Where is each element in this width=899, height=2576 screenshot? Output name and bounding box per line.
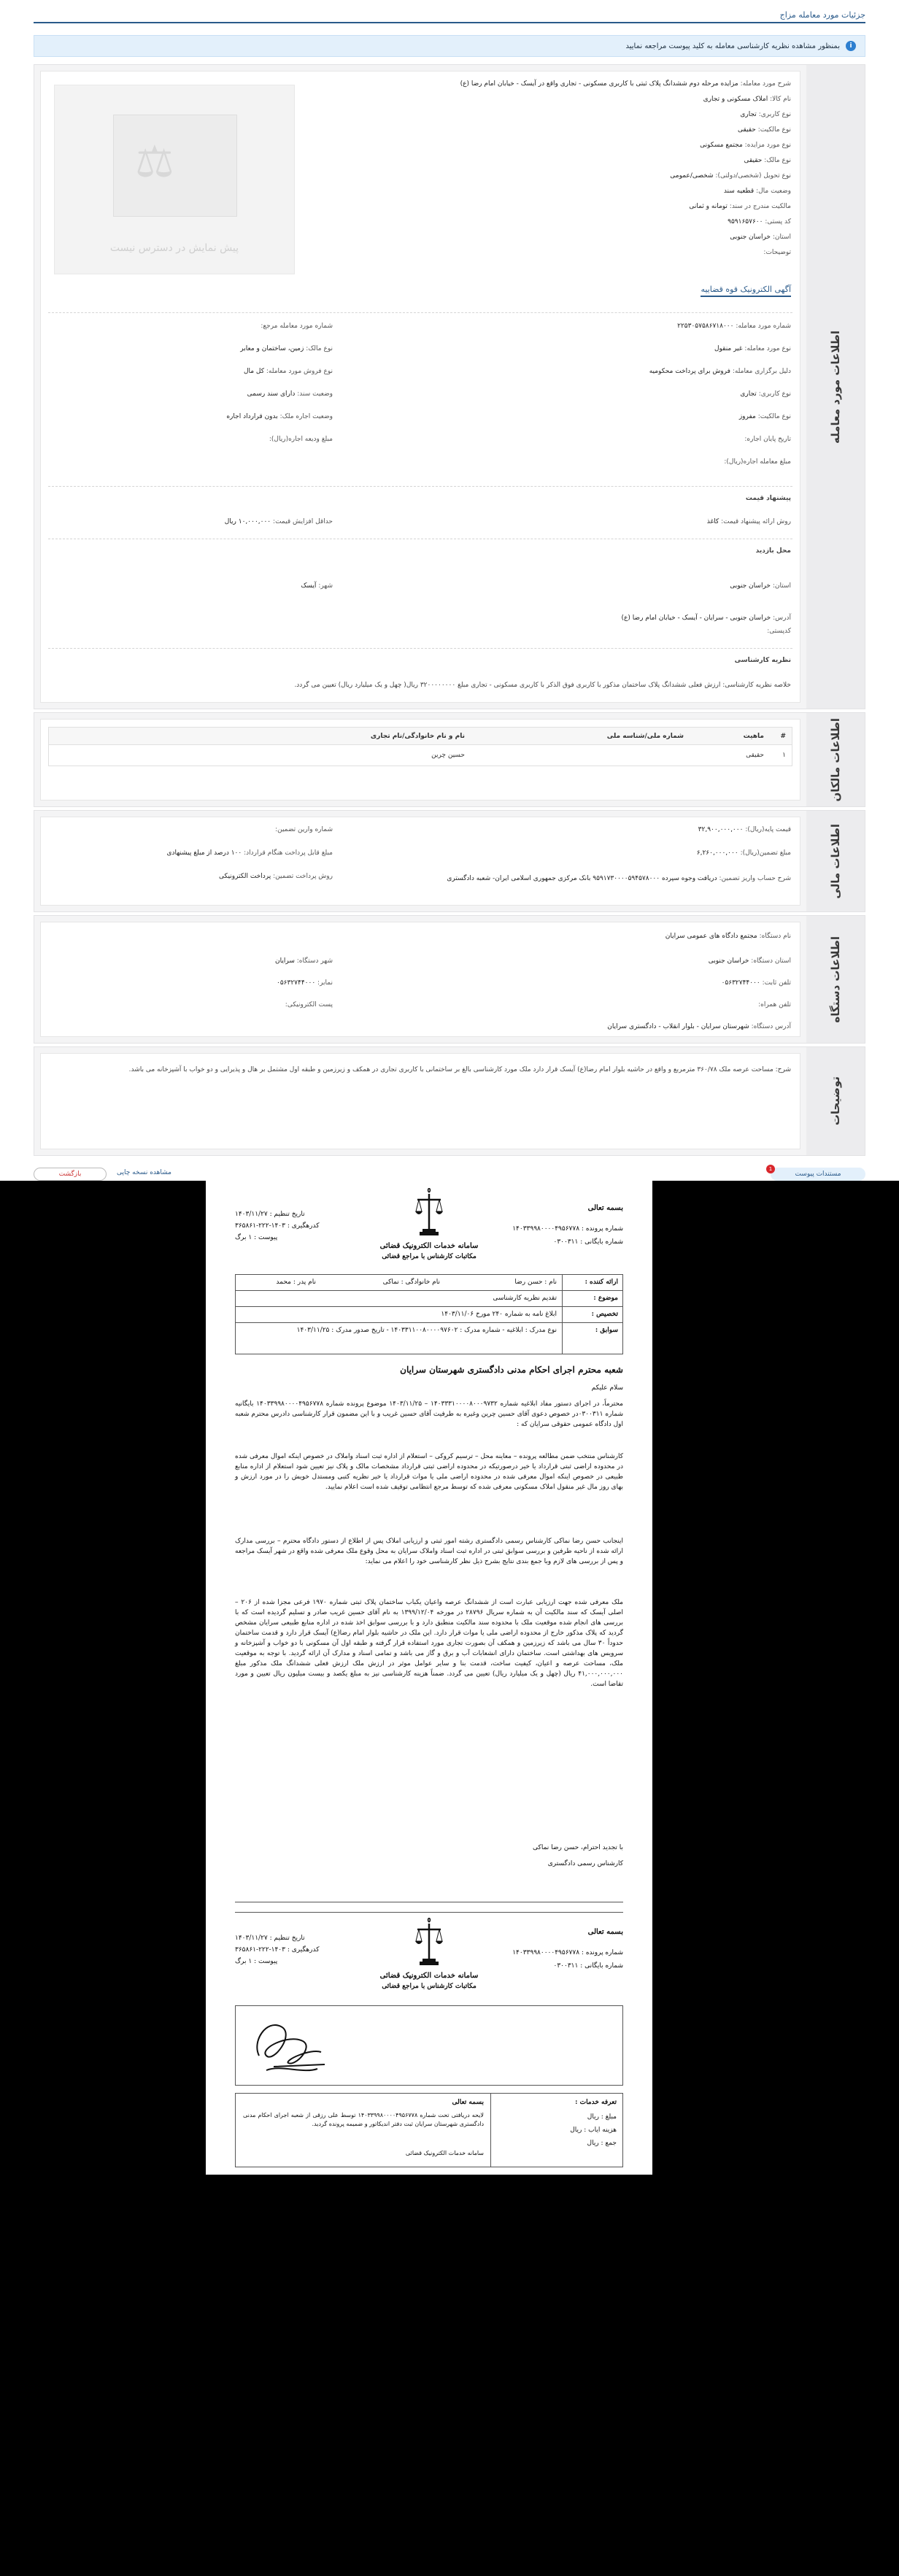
divider — [48, 648, 792, 649]
org-name: نام دستگاه: مجتمع دادگاه های عمومی سرایان — [665, 933, 791, 940]
finance-section — [34, 810, 865, 912]
location-title: محل بازدید — [755, 547, 791, 555]
doc-note-sign: سامانه خدمات الکترونیک قضائی — [405, 2150, 484, 2156]
cell-type: حقیقی — [746, 752, 764, 759]
scales-emblem-icon — [414, 1188, 444, 1238]
owners-body — [40, 719, 800, 801]
col-national-id: شماره ملی/شناسه ملی — [606, 732, 684, 740]
doc-greeting: سلام علیکم — [591, 1384, 623, 1392]
deal-info-label — [806, 65, 865, 709]
doc-bismillah: بسمه تعالی — [587, 1204, 623, 1212]
doc-office-title: سامانه خدمات الکترونیک قضائی — [379, 1242, 479, 1250]
cell-name: حسین چرین — [431, 752, 465, 759]
expert-letter-page-1 — [206, 1181, 652, 1912]
page-header-rule — [34, 22, 865, 23]
handwritten-signature — [244, 2012, 332, 2078]
deal-info-section — [34, 64, 865, 709]
deal-info-body — [40, 71, 800, 703]
deal-field: وضعیت مال: قطعیه سند — [723, 188, 791, 195]
doc-info-row — [236, 1275, 622, 1291]
finance-title: اطلاعات مالی — [829, 823, 842, 899]
col-type: ماهیت — [743, 732, 764, 740]
doc-paragraph-2: کارشناس منتخب ضمن مطالعه پرونده – معاینه محل – ترسیم کروکی – استعلام از اداره ثبت اسناد واملاک در خصوص اینکه اموال معرفی شده در محدوده اراضی ثبتی قرارداد یا خیر درصورتیکه در محدوده اراضی ثبتی قرارداد مشخصات مالک و پلاک نیز تعیین شود استعلام از اداره منابع طبیعی در خصوص اینکه اموال معرفی شده در محدوده اراضی ملی یا موات قرارداد یا خیر نظریه کتبی ومستدل خویش را در مورد ارزش و بهای روز مال غیر منقول املاک مسکونی معرفی شده که توسط مرجع انتظامی توقیف شده است اعلام نمایید. — [235, 1453, 623, 1491]
doc-receipt-table — [235, 2093, 623, 2167]
doc-top-rule — [235, 1912, 623, 1913]
deal-grid-field: مبلغ ودیعه اجاره(ریال): — [269, 436, 333, 443]
doc-case-no: شماره پرونده : ۱۴۰۳۳۹۹۸۰۰۰۰۴۹۵۶۷۷۸ — [512, 1949, 623, 1956]
guarantee-payment-method: روش پرداخت تضمین: پرداخت الکترونیکی — [219, 873, 333, 880]
org-label — [806, 916, 865, 1043]
notes-body — [40, 1053, 800, 1149]
expert-title: نظریه کارشناسی — [734, 657, 791, 664]
owners-label — [806, 713, 865, 806]
deal-grid-field: نوع مورد معامله: غیر منقول — [714, 345, 791, 352]
deal-field: نوع مالکیت: حقیقی — [737, 126, 791, 134]
page-header — [34, 10, 865, 22]
doc-info-table — [235, 1274, 623, 1354]
web-panel — [0, 0, 899, 1181]
deal-field: نام کالا: املاک مسکونی و تجاری — [703, 96, 791, 103]
deal-grid-field: نوع کاربری: تجاری — [740, 390, 791, 398]
doc-case-no: شماره پرونده : ۱۴۰۳۳۹۹۸۰۰۰۰۴۹۵۶۷۷۸ — [512, 1225, 623, 1233]
doc-assign-value: ابلاغ نامه به شماره ۲۴۰ مورخ ۱۴۰۳/۱۱/۰۶ — [441, 1311, 557, 1318]
deal-grid-field: وضعیت سند: دارای سند رسمی — [247, 390, 333, 398]
doc-from-name: نام : حسن رضا — [514, 1279, 557, 1286]
location-address: آدرس: خراسان جنوبی - سرایان - آیسک - خیابان امام رضا (ع) — [621, 614, 791, 622]
offer-title: پیشنهاد قیمت — [745, 495, 791, 502]
deal-grid-field: نوع مالکیت: مفروز — [738, 413, 791, 420]
owners-title: اطلاعات مالکان — [829, 717, 842, 802]
back-button[interactable]: بازگشت — [34, 1168, 107, 1181]
deal-info-title: اطلاعات مورد معامله — [829, 330, 842, 444]
attachments-badge: 1 — [766, 1165, 775, 1173]
doc-fee-travel: هزینه ایاب : ریال — [570, 2126, 617, 2134]
deal-field: نوع کاربری: تجاری — [740, 111, 791, 118]
doc-office-subtitle: مکاتبات کارشناس با مراجع قضائی — [382, 1253, 476, 1260]
deal-grid-field: دلیل برگزاری معامله: فروش برای پرداخت محکومیه — [649, 368, 791, 375]
location-province: استان: خراسان جنوبی — [730, 582, 791, 590]
guarantee-amount: مبلغ تضمین(ریال): ۶,۲۶۰,۰۰۰,۰۰۰ — [696, 849, 791, 857]
deal-field: مالکیت مندرج در سند: تومانه و ثمانی — [689, 203, 791, 210]
doc-fee-title: تعرفه خدمات : — [575, 2099, 617, 2106]
deal-field: کد پستی: ۹۵۹۱۶۵۷۶۰۰ — [728, 218, 791, 225]
base-price: قیمت پایه(ریال): ۳۲,۹۰۰,۰۰۰,۰۰۰ — [698, 826, 791, 833]
deal-grid-field: مبلغ معامله اجاره(ریال): — [724, 458, 791, 466]
doc-regards: با تجدید احترام، حسن رضا نماکی — [533, 1844, 623, 1851]
gavel-icon: ⚖ — [135, 136, 174, 188]
doc-signatory: کارشناس رسمی دادگستری — [547, 1860, 623, 1867]
deal-field: نوع مورد مزایده: مجتمع مسکونی — [700, 142, 791, 149]
guarantee-deposit-no: شماره وارین تضمین: — [275, 826, 333, 833]
owners-table — [48, 727, 792, 766]
col-index: # — [780, 732, 786, 740]
deal-field: نوع تحویل (شخصی/دولتی): شخصی/عمومی — [670, 172, 791, 180]
doc-tracking: کدرهگیری : ۱۴۰۳-۲۲۲-۳۶۵۸۶۱ — [235, 1222, 320, 1230]
deal-grid-field: تاریخ پایان اجاره: — [744, 436, 791, 443]
doc-paragraph-1: محترماً، در اجرای دستور مفاد ابلاغیه شماره ۱۴۰۳۳۳۱۰۰۰۰۸۰۰۰۹۷۳۲ – ۱۴۰۳/۱۱/۲۵ موضوع پرونده شماره ۱۴۰۳۳۹۹۸۰۰۰۰۴۹۵۶۷۷۸ بایگانیه شماره ۰۳۰۰۳۱۱در خصوص دعوی آقای حسین چرین وغیره به طرفیت آقای حسین غریب و با این مضمون قرار کارشناسی دادرس محترم شعبه اول دادگاه عمومی حقوقی سرایان که : — [235, 1400, 623, 1428]
doc-paragraph-4: ملک معرفی شده جهت ارزیابی عبارت است از ششدانگ عرصه واعیان یکباب ساختمان پلاک ثبتی شماره ۱۹۷۰ فرعی مجزا شده از ۲۰۶ – اصلی آیسک که سند مالکیت آن به شماره سریال ۲۸۷۹۶ در مورخه ۱۳۹۹/۱۲/۰۴ به نام آقای حسین غریب صادر و تسلیم گردیده است که با بررسی های انجام شده موقعیت ملک با محدوده سند مالکیت منطبق دارد و با بررسی سوابق اخذ شده در اداره منابع طبیعی سرایان مشخص گردید که پلاک مذکور خارج از محدوده اراضی ملی یا موات قرار دارد. این ملک در حاشیه بلوار امام رضا(ع) آیسک قرار دارد و قدمت ساختمان حدوداً ۳۰ سال می باشد که زیرزمین و همکف آن بصورت تجاری مورد استفاده قرار گرفته و طبقه اول آن مسکونی با دو خواب و آشپزخانه و سرویس های بهداشتی است. ساختمان دارای انشعابات آب و برق و گاز می باشد و تمامی اسناد و مدارک آن ارائه گردید. با توجه به موقعیت ملک، مساحت عرصه و اعیان، کیفیت ساخت، قدمت بنا و سایر عوامل موثر در ارزش ملک ارزش فعلی ششدانگ ملک مذکور مبلغ ۴۱,۰۰۰,۰۰۰,۰۰۰ ریال (چهل و یک میلیارد ریال) تعیین می گردد. ضمناً هزینه کارشناسی نیز به مبلغ یکصد و بیست میلیون ریال تعیین و مورد تقاضا است. — [235, 1599, 623, 1688]
info-icon: i — [846, 41, 856, 51]
owners-table-header — [49, 728, 792, 745]
org-city: شهر دستگاه: سرایان — [275, 957, 333, 965]
finance-body — [40, 817, 800, 906]
deal-field: استان: خراسان جنوبی — [730, 234, 791, 241]
deal-grid-field: وضعیت اجاره ملک: بدون قرارداد اجاره — [226, 413, 333, 420]
org-address: آدرس دستگاه: شهرستان سرایان - بلوار انقلاب - دادگستری سرایان — [607, 1023, 791, 1030]
org-province: استان دستگاه: خراسان جنوبی — [708, 957, 791, 965]
doc-note-title: بسمه تعالی — [452, 2099, 484, 2106]
divider — [48, 486, 792, 487]
doc-from-father: نام پدر : محمد — [276, 1279, 316, 1286]
col-name: نام و نام خانوادگی/نام تجاری — [370, 732, 465, 740]
doc-attachments: پیوست : ۱ برگ — [235, 1234, 278, 1241]
doc-assign-label: تخصیص : — [591, 1311, 618, 1318]
payable-on-contract: مبلغ قابل پرداخت هنگام قرارداد: ۱۰۰ درصد از مبلغ پیشنهادی — [166, 849, 333, 857]
doc-paragraph-3: اینجانب حسن رضا نماکی کارشناس رسمی دادگستری رشته امور ثبتی و ارزیابی املاک پس از اطلاع از دستور دادگاه محترم – بررسی مدارک ارائه شده از ناحیه طرفین و بررسی سوابق ثبتی در اداره ثبت اسناد واملاک سرایان به محل وقوع ملک معرفی شده واقع در شهر آیسک مراجعه و پس از بررسی های لازم وبا جمع بندی نتایج بشرح ذیل نظر کارشناسی خود را اعلام می نماید: — [235, 1538, 623, 1565]
deal-grid-field: نوع فروش مورد معامله: کل مال — [243, 368, 333, 375]
deal-grid-field: نوع مالک: زمین، ساختمان و معابر — [240, 345, 333, 352]
doc-bismillah: بسمه تعالی — [587, 1928, 623, 1936]
print-link[interactable]: مشاهده نسخه چاپی — [117, 1169, 171, 1176]
deal-field: نوع مالک: حقیقی — [744, 157, 791, 164]
doc-date: تاریخ تنظیم : ۱۴۰۳/۱۱/۲۷ — [235, 1211, 305, 1218]
doc-subject-label: موضوع : — [593, 1295, 618, 1302]
doc-office-title: سامانه خدمات الکترونیک قضائی — [379, 1972, 479, 1980]
org-title: اطلاعات دستگاه — [829, 936, 842, 1023]
doc-archive-no: شماره بایگانی : ۰۳۰۰۳۱۱ — [553, 1238, 623, 1246]
no-preview-box — [54, 85, 295, 274]
doc-office-subtitle: مکاتبات کارشناس با مراجع قضائی — [382, 1983, 476, 1990]
offer-method: روش ارائه پیشنهاد قیمت: کاغذ — [706, 518, 791, 525]
judicial-ads-link[interactable]: آگهی الکترونیک قوه قضاییه — [701, 285, 791, 297]
doc-from-family: نام خانوادگی : نماکی — [382, 1279, 440, 1286]
notes-section — [34, 1046, 865, 1156]
org-fax: نمابر: ۰۵۶۳۲۷۴۴۰۰۰ — [276, 979, 333, 987]
doc-subject-value: تقدیم نظریه کارشناسی — [493, 1295, 557, 1302]
org-section — [34, 915, 865, 1044]
finance-label — [806, 811, 865, 911]
expert-text: خلاصه نظریه کارشناسی: ارزش فعلی ششدانگ پلاک ساختمان مذکور با کاربری فوق الذکر با کاربری مسکونی - تجاری مبلغ ۳۲۰۰۰۰۰۰۰۰ ریال( چهل و یک میلیارد ریال) تعیین می گردد. — [294, 682, 791, 689]
deal-grid-field: شماره مورد معامله مرجع: — [261, 323, 333, 330]
attachments-chip[interactable]: مستندات پیوست — [771, 1168, 865, 1181]
no-preview-caption: پیش نمایش در دسترس نیست — [109, 242, 239, 254]
divider — [48, 312, 792, 313]
doc-from-label: ارائه کننده : — [584, 1279, 618, 1286]
expert-letter-page-2 — [206, 1912, 652, 2175]
info-banner — [34, 35, 865, 57]
info-banner-text: بمنظور مشاهده نظریه کارشناسی معامله به کلید پیوست مراجعه نمایید — [625, 42, 840, 50]
org-phone: تلفن ثابت: ۰۵۶۳۲۷۴۴۰۰۰ — [721, 979, 791, 987]
notes-text: شرح: مساحت عرصه ملک ۳۶۰/۷۸ مترمربع و واقع در حاشیه بلوار امام رضا(ع) آیسک قرار دارد ملک مورد کارشناسی بالغ بر ساختمانی با کاربری تجاری در همکف و زیرزمین و طبقه اول مشتمل بر هال و پذیرایی و دو خواب با آشپزخانه می باشد. — [128, 1066, 791, 1073]
doc-tracking: کدرهگیری : ۱۴۰۳-۲۲۲-۳۶۵۸۶۱ — [235, 1946, 320, 1954]
notes-label — [806, 1047, 865, 1155]
deal-field: توضیحات: — [763, 249, 791, 256]
doc-fee-total: جمع : ریال — [587, 2140, 617, 2147]
scanned-attachment-viewer — [0, 1181, 899, 2576]
location-city: شهر: آیسک — [301, 582, 333, 590]
doc-fee-amount: مبلغ : ریال — [587, 2113, 617, 2121]
cell-index: ۱ — [782, 752, 786, 759]
doc-table-divider — [562, 1275, 563, 1354]
location-postal: کدپستی: — [767, 628, 791, 635]
doc-info-row — [236, 1307, 622, 1323]
doc-table-divider — [490, 2094, 491, 2167]
scales-emblem-icon — [414, 1918, 444, 1967]
deal-field: شرح مورد معامله: مزایده مرحله دوم ششدانگ پلاک ثبتی با کاربری مسکونی - تجاری واقع در آیسک - خیابان امام رضا (ع) — [460, 80, 791, 88]
guarantee-account-desc: شرح حساب واریز تضمین: دریافت وجوه سپرده ۹۵۹۱۷۳۰۰۰۰۵۹۴۵۷۸۰۰۰ بانک مرکزی جمهوری اسلامی ایران- شعبه دادگستری — [447, 875, 791, 882]
placeholder-frame — [113, 115, 237, 217]
deal-grid-field: شماره مورد معامله: ۲۲۵۳۰۵۷۵۸۶۷۱۸۰۰۰ — [677, 323, 791, 330]
footer-actions — [0, 1168, 899, 1181]
doc-info-row — [236, 1291, 622, 1307]
org-mobile: تلفن همراه: — [758, 1001, 791, 1009]
doc-date: تاریخ تنظیم : ۱۴۰۳/۱۱/۲۷ — [235, 1935, 305, 1942]
doc-signature-box — [235, 2005, 623, 2086]
doc-archive-no: شماره بایگانی : ۰۳۰۰۳۱۱ — [553, 1962, 623, 1970]
doc-note-text: لایحه دریافتی تحت شماره ۱۴۰۳۳۹۹۸۰۰۰۰۴۹۵۶۷۷۸ توسط علی رزقی از شعبه اجرای احکام مدنی دادگستری شهرستان سرایان ثبت دفتر اندیکاتور و ضمیمه پرونده گردید. — [243, 2112, 484, 2128]
notes-title: توضیحات — [829, 1076, 842, 1126]
doc-info-row — [236, 1323, 622, 1339]
table-row — [49, 745, 792, 766]
org-email: پست الکترونیکی: — [285, 1001, 333, 1009]
owners-section — [34, 712, 865, 807]
doc-ref-label: سوابق : — [595, 1327, 618, 1334]
doc-heading: شعبه محترم اجرای احکام مدنی دادگستری شهرستان سرایان — [400, 1365, 623, 1375]
offer-min-increase: حداقل افزایش قیمت: ۱۰,۰۰۰,۰۰۰ ریال — [224, 518, 333, 525]
doc-ref-value: نوع مدرک : ابلاغیه - شماره مدرک : ۱۴۰۳۳۱۱۰۰۸۰۰۰۰۹۷۶۰۲ - تاریخ صدور مدرک : ۱۴۰۳/۱۱/۲۵ — [296, 1327, 557, 1334]
org-body — [40, 922, 800, 1037]
doc-attachments: پیوست : ۱ برگ — [235, 1958, 278, 1965]
page-title: جزئیات مورد معامله مزاج — [779, 10, 865, 20]
